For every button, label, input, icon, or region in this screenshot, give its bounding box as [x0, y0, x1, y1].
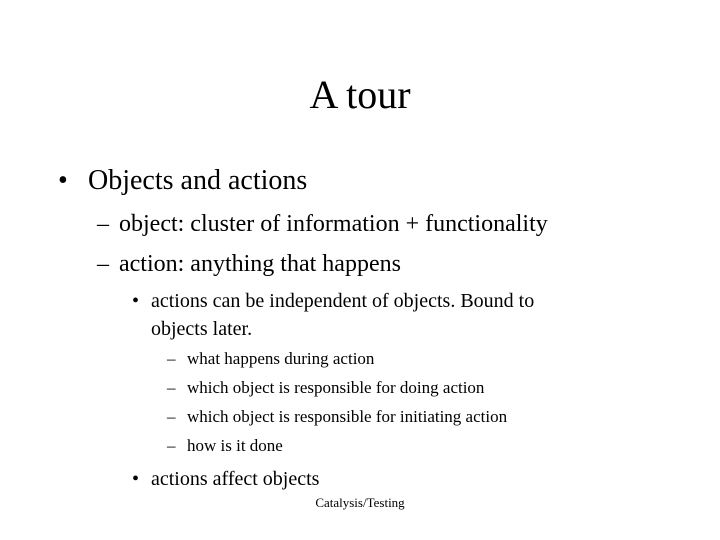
subitem-which-doing: [167, 377, 587, 399]
bullet-actions-affect-objects: [132, 466, 532, 492]
subitem-text: which object is responsible for doing action: [187, 378, 485, 397]
subitem-text: how is it done: [187, 436, 283, 455]
dash-marker: –: [167, 349, 176, 368]
bullet-independent-of-objects: [132, 288, 632, 314]
dash-marker: –: [97, 211, 109, 237]
subitem-what-happens: [167, 348, 587, 370]
dash-marker: –: [97, 251, 109, 277]
bullet-objects-and-actions: [58, 164, 378, 198]
subitem-action-definition: [97, 249, 637, 279]
slide-title: A tour: [309, 72, 411, 117]
dash-marker: –: [167, 378, 176, 397]
bullet-text: actions affect objects: [151, 468, 320, 490]
subitem-which-initiating: [167, 406, 587, 428]
bullet-marker: •: [58, 165, 68, 196]
dash-marker: –: [167, 407, 176, 426]
slide-footer: Catalysis/Testing: [315, 495, 405, 510]
bullet-marker: •: [132, 468, 140, 490]
bullet-text-continued: objects later.: [151, 318, 253, 340]
subitem-text: action: anything that happens: [119, 251, 401, 277]
subitem-how-done: [167, 435, 587, 457]
subitem-object-definition: [97, 209, 637, 239]
subitem-text: what happens during action: [187, 349, 375, 368]
dash-marker: –: [167, 436, 176, 455]
bullet-text: Objects and actions: [88, 165, 308, 196]
bullet-text: actions can be independent of objects. Bound to: [151, 290, 535, 312]
bullet-marker: •: [132, 290, 140, 312]
bullet-continuation: [151, 316, 451, 342]
subitem-text: which object is responsible for initiating action: [187, 407, 508, 426]
subitem-text: object: cluster of information + functionality: [119, 211, 548, 237]
